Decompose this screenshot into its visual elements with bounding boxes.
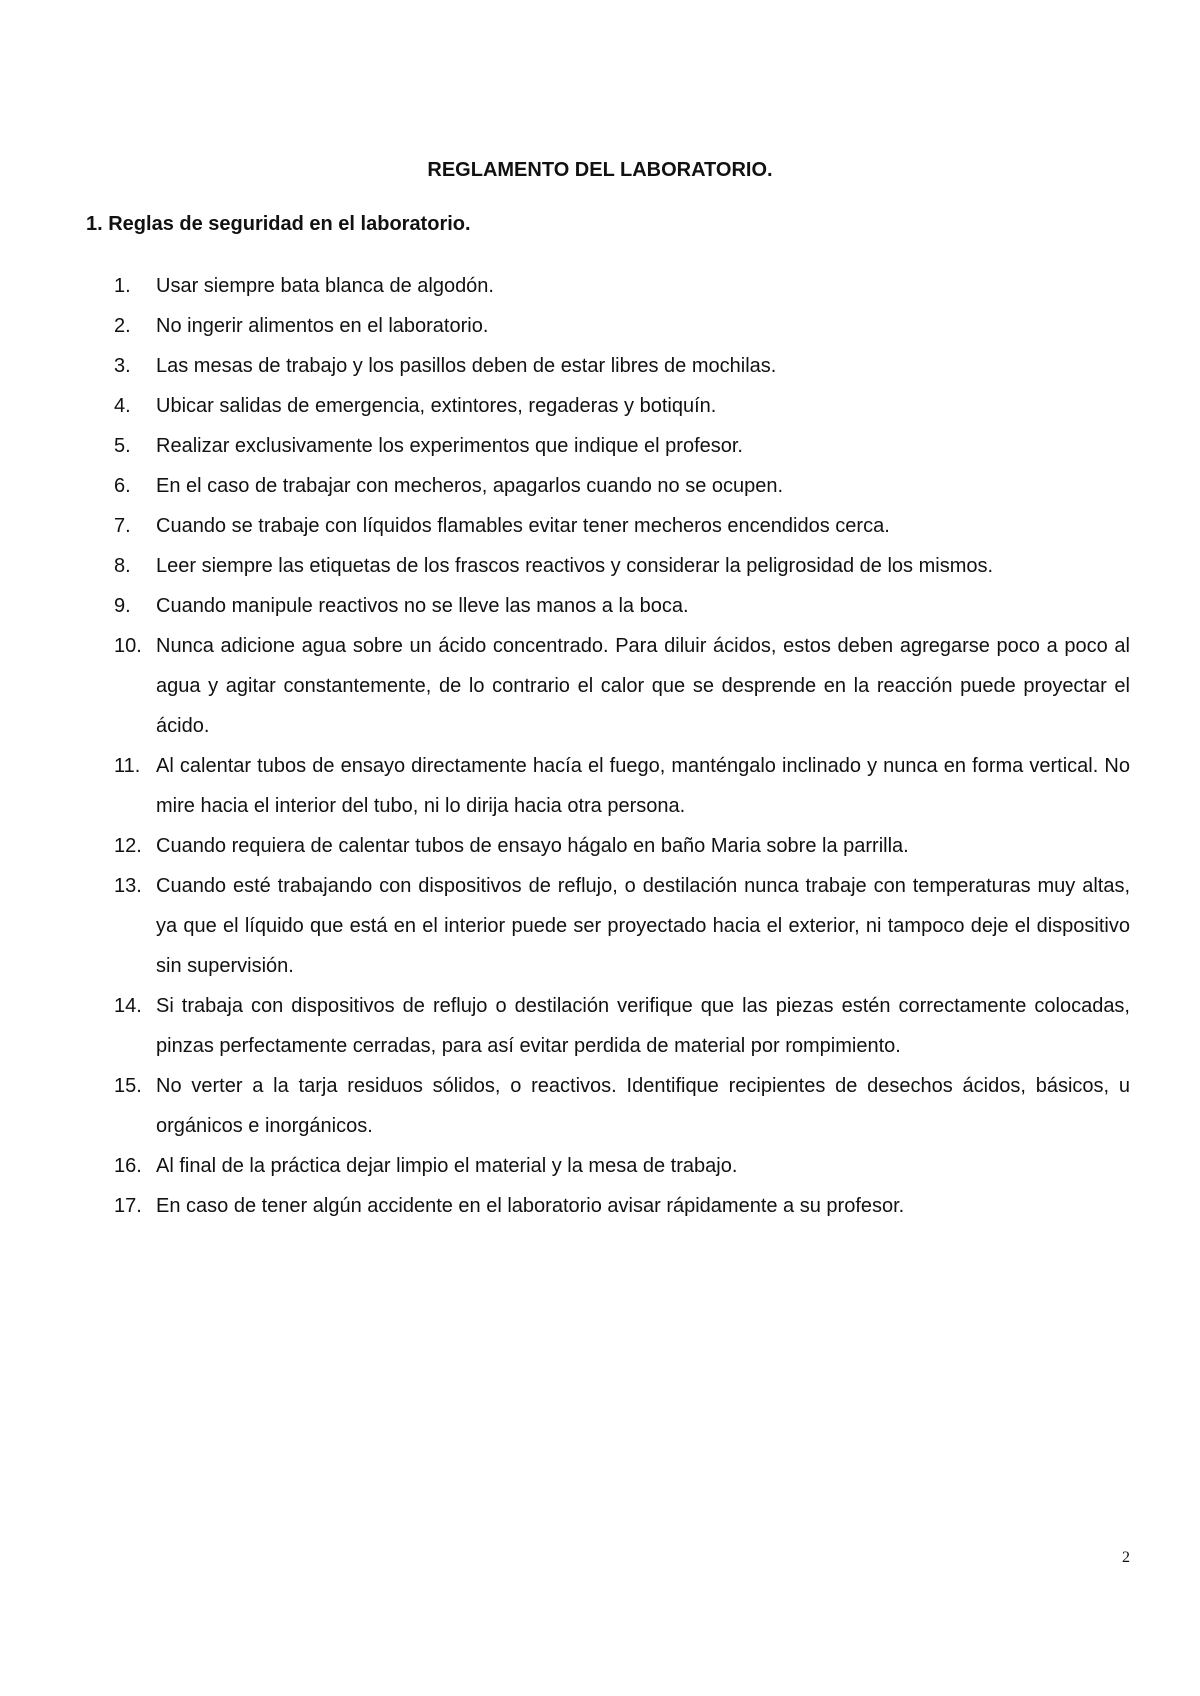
rule-number: 8. bbox=[114, 555, 131, 577]
rule-number: 3. bbox=[114, 355, 131, 377]
list-item bbox=[114, 426, 1130, 466]
list-item bbox=[114, 346, 1130, 386]
list-item bbox=[114, 506, 1130, 546]
rule-number: 5. bbox=[114, 435, 131, 457]
rule-number: 2. bbox=[114, 315, 131, 337]
rule-number: 6. bbox=[114, 475, 131, 497]
rule-number: 17. bbox=[114, 1195, 142, 1217]
list-item bbox=[114, 1186, 1130, 1226]
safety-rules-list bbox=[114, 266, 1130, 1226]
list-item bbox=[114, 586, 1130, 626]
rule-number: 12. bbox=[114, 835, 142, 857]
list-item bbox=[114, 466, 1130, 506]
list-item bbox=[114, 266, 1130, 306]
rule-number: 9. bbox=[114, 595, 131, 617]
rule-text: Usar siempre bata blanca de algodón. bbox=[156, 275, 494, 297]
list-item bbox=[114, 386, 1130, 426]
list-item bbox=[114, 626, 1130, 746]
list-item bbox=[114, 986, 1130, 1066]
section-heading: 1. Reglas de seguridad en el laboratorio. bbox=[86, 213, 471, 235]
list-item bbox=[114, 866, 1130, 986]
rule-text: Nunca adicione agua sobre un ácido concentrado. Para diluir ácidos, estos deben agregarse poco a poco al agua y agitar constantemente, de lo contrario el calor que se desprende en la reacción puede proyectar el ácido. bbox=[156, 635, 1130, 737]
rule-text: No ingerir alimentos en el laboratorio. bbox=[156, 315, 489, 337]
rule-text: En el caso de trabajar con mecheros, apagarlos cuando no se ocupen. bbox=[156, 475, 784, 497]
rule-text: En caso de tener algún accidente en el laboratorio avisar rápidamente a su profesor. bbox=[156, 1195, 905, 1217]
rule-number: 4. bbox=[114, 395, 131, 417]
rule-text: Realizar exclusivamente los experimentos que indique el profesor. bbox=[156, 435, 743, 457]
list-item bbox=[114, 1066, 1130, 1146]
rule-number: 13. bbox=[114, 875, 142, 897]
rule-number: 1. bbox=[114, 275, 131, 297]
rule-number: 11. bbox=[114, 755, 141, 777]
page-title: REGLAMENTO DEL LABORATORIO. bbox=[427, 159, 773, 181]
rule-number: 15. bbox=[114, 1075, 142, 1097]
list-item bbox=[114, 746, 1130, 826]
list-item bbox=[114, 1146, 1130, 1186]
rule-text: No verter a la tarja residuos sólidos, o reactivos. Identifique recipientes de desechos ácidos, básicos, u orgánicos e inorgánicos. bbox=[156, 1075, 1130, 1137]
rule-text: Las mesas de trabajo y los pasillos deben de estar libres de mochilas. bbox=[156, 355, 777, 377]
rule-number: 16. bbox=[114, 1155, 142, 1177]
rule-number: 7. bbox=[114, 515, 131, 537]
rule-text: Al calentar tubos de ensayo directamente hacía el fuego, manténgalo inclinado y nunca en forma vertical. No mire hacia el interior del tubo, ni lo dirija hacia otra persona. bbox=[156, 755, 1130, 817]
rule-text: Cuando esté trabajando con dispositivos de reflujo, o destilación nunca trabaje con temperaturas muy altas, ya que el líquido que está en el interior puede ser proyectado hacia el exterior, ni tampoco deje el dispositivo sin supervisión. bbox=[156, 875, 1130, 977]
rule-text: Cuando se trabaje con líquidos flamables evitar tener mecheros encendidos cerca. bbox=[156, 515, 890, 537]
list-item bbox=[114, 826, 1130, 866]
rule-text: Si trabaja con dispositivos de reflujo o destilación verifique que las piezas estén correctamente colocadas, pinzas perfectamente cerradas, para así evitar perdida de material por rompimiento. bbox=[156, 995, 1130, 1057]
list-item bbox=[114, 306, 1130, 346]
rule-text: Leer siempre las etiquetas de los frascos reactivos y considerar la peligrosidad de los mismos. bbox=[156, 555, 994, 577]
page-number: 2 bbox=[1122, 1549, 1130, 1566]
rule-text: Al final de la práctica dejar limpio el material y la mesa de trabajo. bbox=[156, 1155, 738, 1177]
rule-text: Cuando requiera de calentar tubos de ensayo hágalo en baño Maria sobre la parrilla. bbox=[156, 835, 909, 857]
rule-text: Ubicar salidas de emergencia, extintores, regaderas y botiquín. bbox=[156, 395, 717, 417]
rule-number: 10. bbox=[114, 635, 142, 657]
list-item bbox=[114, 546, 1130, 586]
rule-text: Cuando manipule reactivos no se lleve las manos a la boca. bbox=[156, 595, 689, 617]
rule-number: 14. bbox=[114, 995, 142, 1017]
